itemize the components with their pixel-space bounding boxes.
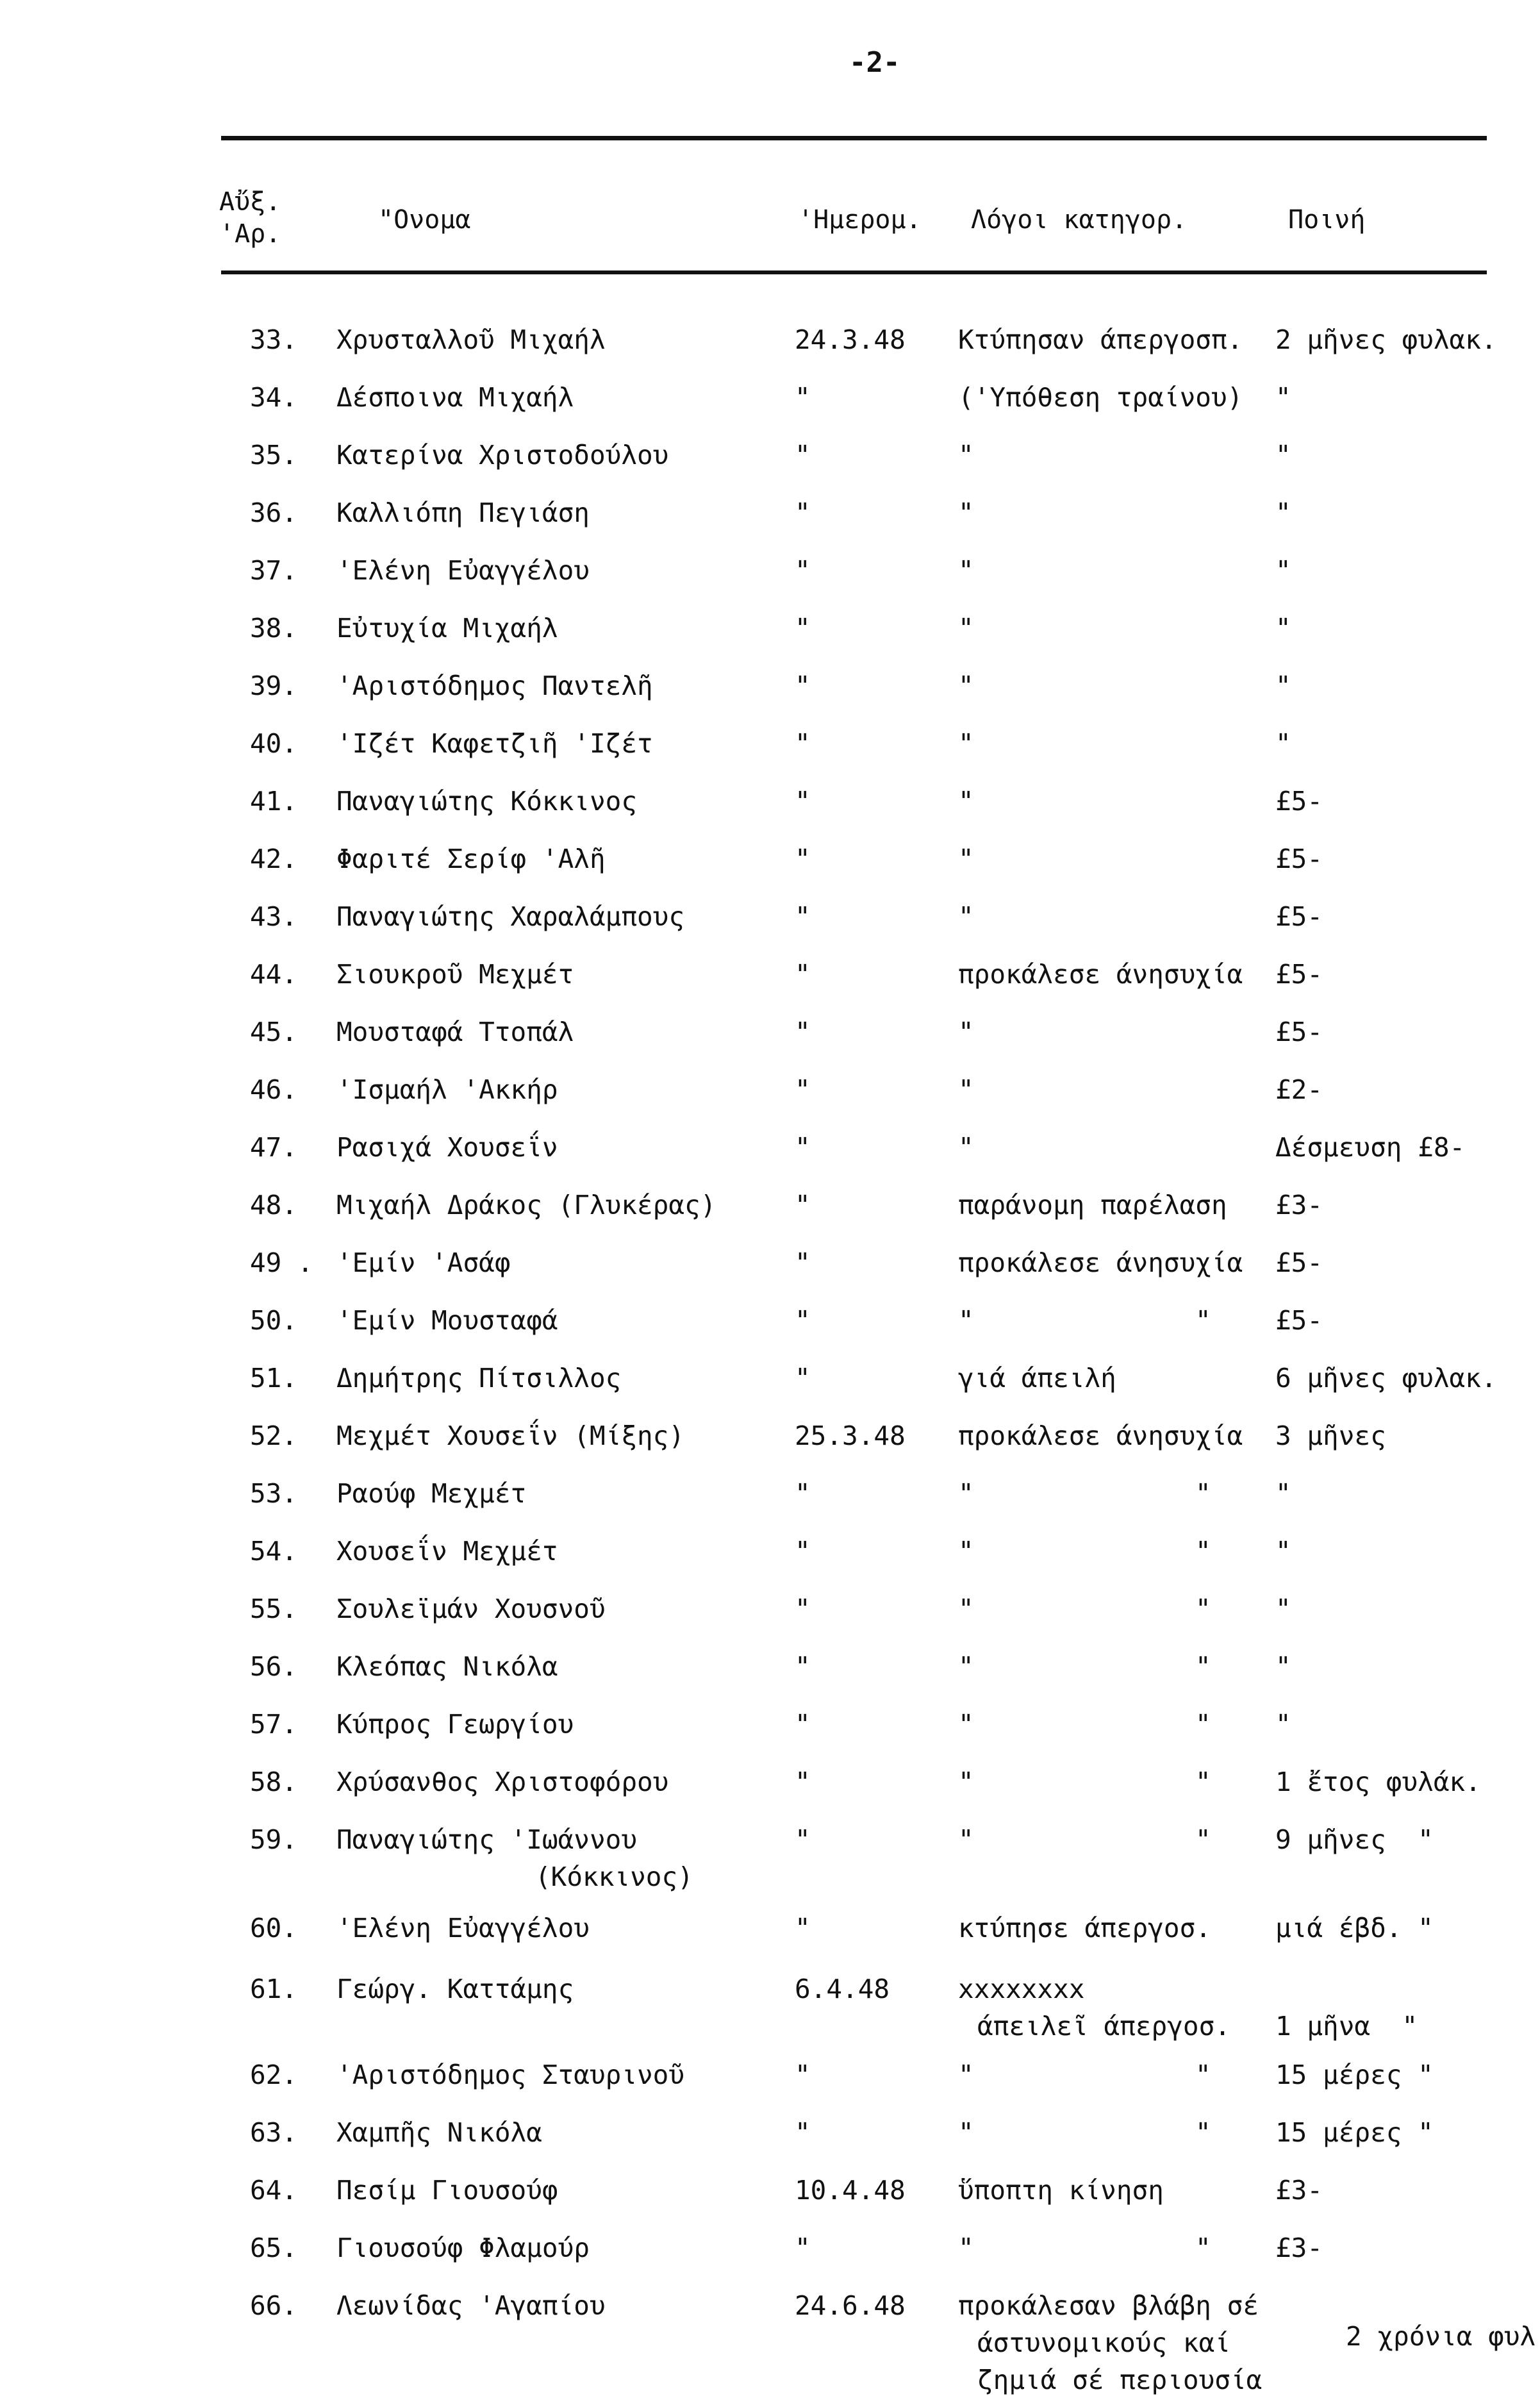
record-number: 40. — [250, 728, 298, 759]
penalty: " — [1275, 613, 1291, 644]
record-number: 66. — [250, 2290, 298, 2321]
penalty: " — [1275, 382, 1291, 413]
record-number: 50. — [250, 1305, 298, 1336]
person-name: Χουσεΐν Μεχμέτ — [336, 1536, 558, 1567]
person-name: Κύπρος Γεωργίου — [336, 1709, 574, 1740]
record-date: 25.3.48 — [795, 1420, 906, 1451]
record-number: 33. — [250, 324, 298, 355]
penalty: μιά έβδ. " — [1275, 1913, 1434, 1943]
record-number: 37. — [250, 555, 298, 586]
charge-reason-ditto: " — [1195, 1536, 1211, 1567]
record-number: 60. — [250, 1913, 298, 1943]
record-number: 53. — [250, 1478, 298, 1509]
person-name: 'Ελένη Εὐαγγέλου — [336, 555, 590, 586]
charge-reason: ('Υπόθεση τραίνου) — [958, 382, 1243, 413]
record-date: " — [795, 1593, 811, 1624]
person-name: 'Εμίν Μουσταφά — [336, 1305, 558, 1336]
record-number: 45. — [250, 1017, 298, 1047]
record-date: 6.4.48 — [795, 1974, 890, 2004]
person-name: 'Ελένη Εὐαγγέλου — [336, 1913, 590, 1943]
penalty: " — [1275, 440, 1291, 470]
penalty: 1 ἔτος φυλάκ. — [1275, 1767, 1481, 1797]
charge-reason: παράνομη παρέλαση — [958, 1190, 1227, 1220]
record-number: 36. — [250, 497, 298, 528]
charge-reason: " — [958, 1767, 974, 1797]
person-name: 'Εμίν 'Ασάφ — [336, 1247, 511, 1278]
record-date: " — [795, 1190, 811, 1220]
person-name: Χαμπῆς Νικόλα — [336, 2117, 542, 2148]
penalty: 9 μῆνες " — [1275, 1824, 1434, 1855]
charge-reason-ditto: " — [1195, 1709, 1211, 1740]
person-name: 'Ιζέτ Καφετζιῆ 'Ιζέτ — [336, 728, 653, 759]
record-number: 63. — [250, 2117, 298, 2148]
charge-reason-ditto: " — [1195, 2059, 1211, 2090]
person-name: 'Ισμαήλ 'Ακκήρ — [336, 1074, 558, 1105]
penalty: " — [1275, 1536, 1291, 1567]
penalty: 1 μῆνα " — [1275, 2011, 1418, 2042]
record-number: 44. — [250, 959, 298, 990]
record-date: " — [795, 1767, 811, 1797]
record-number: 47. — [250, 1132, 298, 1163]
record-number: 43. — [250, 901, 298, 932]
record-date: " — [795, 1247, 811, 1278]
person-name: Δημήτρης Πίτσιλλος — [336, 1363, 622, 1394]
record-date: " — [795, 1363, 811, 1394]
record-date: " — [795, 1074, 811, 1105]
penalty: 15 μέρες " — [1275, 2059, 1434, 2090]
person-name: Σουλεϊμάν Χουσνοῦ — [336, 1593, 606, 1624]
person-name: Γιουσούφ Φλαμούρ — [336, 2233, 590, 2263]
record-date: " — [795, 1478, 811, 1509]
charge-reason: " — [958, 555, 974, 586]
charge-reason: " — [958, 901, 974, 932]
record-date: " — [795, 901, 811, 932]
penalty: " — [1275, 497, 1291, 528]
person-name: Δέσποινα Μιχαήλ — [336, 382, 574, 413]
charge-reason: γιά άπειλή — [958, 1363, 1116, 1394]
record-number: 34. — [250, 382, 298, 413]
record-number: 49 . — [250, 1247, 313, 1278]
person-alias: (Κόκκινος) — [535, 1861, 693, 1892]
charge-reason: " — [958, 1651, 974, 1682]
penalty: £3- — [1275, 1190, 1323, 1220]
charge-reason: προκάλεσε άνησυχία — [958, 959, 1243, 990]
person-name: Χρυσταλλοῦ Μιχαήλ — [336, 324, 606, 355]
record-date: 10.4.48 — [795, 2175, 906, 2206]
record-number: 54. — [250, 1536, 298, 1567]
record-date: " — [795, 786, 811, 817]
charge-reason: xxxxxxxx — [958, 1974, 1085, 2004]
charge-reason-line2: άπειλεῖ άπεργοσ. — [977, 2011, 1230, 2042]
record-number: 62. — [250, 2059, 298, 2090]
record-date: " — [795, 1536, 811, 1567]
record-date: " — [795, 555, 811, 586]
charge-reason: " — [958, 2117, 974, 2148]
charge-reason: Κτύπησαν άπεργοσπ. — [958, 324, 1243, 355]
penalty: £5- — [1275, 1247, 1323, 1278]
person-name: Παναγιώτης Χαραλάμπους — [336, 901, 685, 932]
record-date: " — [795, 613, 811, 644]
header-penalty: Ποινή — [1288, 205, 1366, 235]
charge-reason: " — [958, 497, 974, 528]
record-number: 59. — [250, 1824, 298, 1855]
penalty: 2 μῆνες φυλακ. — [1275, 324, 1497, 355]
person-name: Πεσίμ Γιουσούφ — [336, 2175, 558, 2206]
penalty: £3- — [1275, 2175, 1323, 2206]
penalty: " — [1275, 670, 1291, 701]
charge-reason: ὕποπτη κίνηση — [958, 2175, 1164, 2206]
record-number: 42. — [250, 844, 298, 874]
penalty: £3- — [1275, 2233, 1323, 2263]
record-date: 24.6.48 — [795, 2290, 906, 2321]
record-number: 38. — [250, 613, 298, 644]
person-name: Γεώργ. Καττάμης — [336, 1974, 574, 2004]
header-date: 'Ημερομ. — [798, 205, 922, 235]
charge-reason-ditto: " — [1195, 2233, 1211, 2263]
record-number: 61. — [250, 1974, 298, 2004]
person-name: Μουσταφά Ττοπάλ — [336, 1017, 574, 1047]
header-reason: Λόγοι κατηγορ. — [971, 205, 1188, 235]
person-name: 'Αριστόδημος Σταυρινοῦ — [336, 2059, 685, 2090]
charge-reason: " — [958, 2233, 974, 2263]
record-date: " — [795, 1709, 811, 1740]
charge-reason: προκάλεσαν βλάβη σέ — [958, 2290, 1259, 2321]
record-date: " — [795, 440, 811, 470]
charge-reason-line2: άστυνομικούς καί — [977, 2327, 1230, 2358]
record-number: 55. — [250, 1593, 298, 1624]
charge-reason: " — [958, 1536, 974, 1567]
person-name: Παναγιώτης Κόκκινος — [336, 786, 637, 817]
person-name: Φαριτέ Σερίφ 'Αλῆ — [336, 844, 606, 874]
penalty: £5- — [1275, 1305, 1323, 1336]
penalty: £5- — [1275, 844, 1323, 874]
charge-reason: " — [958, 1478, 974, 1509]
charge-reason: προκάλεσε άνησυχία — [958, 1247, 1243, 1278]
penalty: 2 χρόνια φυλ — [1346, 2321, 1536, 2352]
charge-reason-ditto: " — [1195, 1767, 1211, 1797]
penalty: " — [1275, 555, 1291, 586]
penalty: " — [1275, 1593, 1291, 1624]
record-date: " — [795, 670, 811, 701]
person-name: Μεχμέτ Χουσεΐν (Μίξης) — [336, 1420, 685, 1451]
record-date: " — [795, 1132, 811, 1163]
person-name: Καλλιόπη Πεγιάση — [336, 497, 590, 528]
person-name: Παναγιώτης 'Ιωάννου — [336, 1824, 637, 1855]
record-date: " — [795, 382, 811, 413]
charge-reason: " — [958, 670, 974, 701]
record-date: 24.3.48 — [795, 324, 906, 355]
record-number: 65. — [250, 2233, 298, 2263]
record-number: 39. — [250, 670, 298, 701]
charge-reason-line3: ζημιά σέ περιουσία — [977, 2365, 1263, 2395]
person-name: Μιχαήλ Δράκος (Γλυκέρας) — [336, 1190, 716, 1220]
penalty: 15 μέρες " — [1275, 2117, 1434, 2148]
penalty: £5- — [1275, 959, 1323, 990]
penalty: " — [1275, 1651, 1291, 1682]
charge-reason-ditto: " — [1195, 2117, 1211, 2148]
charge-reason: " — [958, 613, 974, 644]
record-date: " — [795, 1305, 811, 1336]
charge-reason: " — [958, 1074, 974, 1105]
charge-reason-ditto: " — [1195, 1478, 1211, 1509]
charge-reason: " — [958, 844, 974, 874]
record-number: 52. — [250, 1420, 298, 1451]
record-date: " — [795, 497, 811, 528]
charge-reason-ditto: " — [1195, 1305, 1211, 1336]
person-name: Χρύσανθος Χριστοφόρου — [336, 1767, 669, 1797]
record-date: " — [795, 2059, 811, 2090]
record-number: 57. — [250, 1709, 298, 1740]
charge-reason: " — [958, 2059, 974, 2090]
record-date: " — [795, 728, 811, 759]
charge-reason: " — [958, 1709, 974, 1740]
charge-reason: " — [958, 440, 974, 470]
record-date: " — [795, 959, 811, 990]
penalty: £2- — [1275, 1074, 1323, 1105]
penalty: " — [1275, 1709, 1291, 1740]
record-number: 64. — [250, 2175, 298, 2206]
record-number: 56. — [250, 1651, 298, 1682]
record-number: 58. — [250, 1767, 298, 1797]
charge-reason: " — [958, 786, 974, 817]
penalty: £5- — [1275, 901, 1323, 932]
charge-reason: " — [958, 1593, 974, 1624]
person-name: Εὐτυχία Μιχαήλ — [336, 613, 558, 644]
page-number: -2- — [849, 46, 900, 79]
person-name: 'Αριστόδημος Παντελῆ — [336, 670, 653, 701]
charge-reason-ditto: " — [1195, 1824, 1211, 1855]
person-name: Ρασιχά Χουσεΐν — [336, 1132, 558, 1163]
charge-reason: προκάλεσε άνησυχία — [958, 1420, 1243, 1451]
penalty: £5- — [1275, 1017, 1323, 1047]
record-date: " — [795, 1651, 811, 1682]
person-name: Κλεόπας Νικόλα — [336, 1651, 558, 1682]
record-number: 41. — [250, 786, 298, 817]
charge-reason: " — [958, 1017, 974, 1047]
charge-reason: " — [958, 1305, 974, 1336]
record-number: 35. — [250, 440, 298, 470]
record-date: " — [795, 2117, 811, 2148]
penalty: 6 μῆνες φυλακ. — [1275, 1363, 1497, 1394]
record-date: " — [795, 1913, 811, 1943]
header-number: Αὔξ. 'Αρ. — [219, 187, 281, 249]
charge-reason-ditto: " — [1195, 1593, 1211, 1624]
person-name: Κατερίνα Χριστοδούλου — [336, 440, 669, 470]
charge-reason-ditto: " — [1195, 1651, 1211, 1682]
record-number: 51. — [250, 1363, 298, 1394]
charge-reason: " — [958, 1824, 974, 1855]
person-name: Λεωνίδας 'Αγαπίου — [336, 2290, 606, 2321]
record-number: 46. — [250, 1074, 298, 1105]
person-name: Σιουκροῦ Μεχμέτ — [336, 959, 574, 990]
penalty: " — [1275, 1478, 1291, 1509]
penalty: Δέσμευση £8- — [1275, 1132, 1466, 1163]
charge-reason: " — [958, 1132, 974, 1163]
record-date: " — [795, 2233, 811, 2263]
penalty: " — [1275, 728, 1291, 759]
header-name: "Ονομα — [378, 205, 471, 235]
penalty: 3 μῆνες — [1275, 1420, 1386, 1451]
person-name: Ραούφ Μεχμέτ — [336, 1478, 527, 1509]
charge-reason: " — [958, 728, 974, 759]
record-date: " — [795, 844, 811, 874]
record-number: 48. — [250, 1190, 298, 1220]
charge-reason: κτύπησε άπεργοσ. — [958, 1913, 1211, 1943]
penalty: £5- — [1275, 786, 1323, 817]
record-date: " — [795, 1824, 811, 1855]
record-date: " — [795, 1017, 811, 1047]
